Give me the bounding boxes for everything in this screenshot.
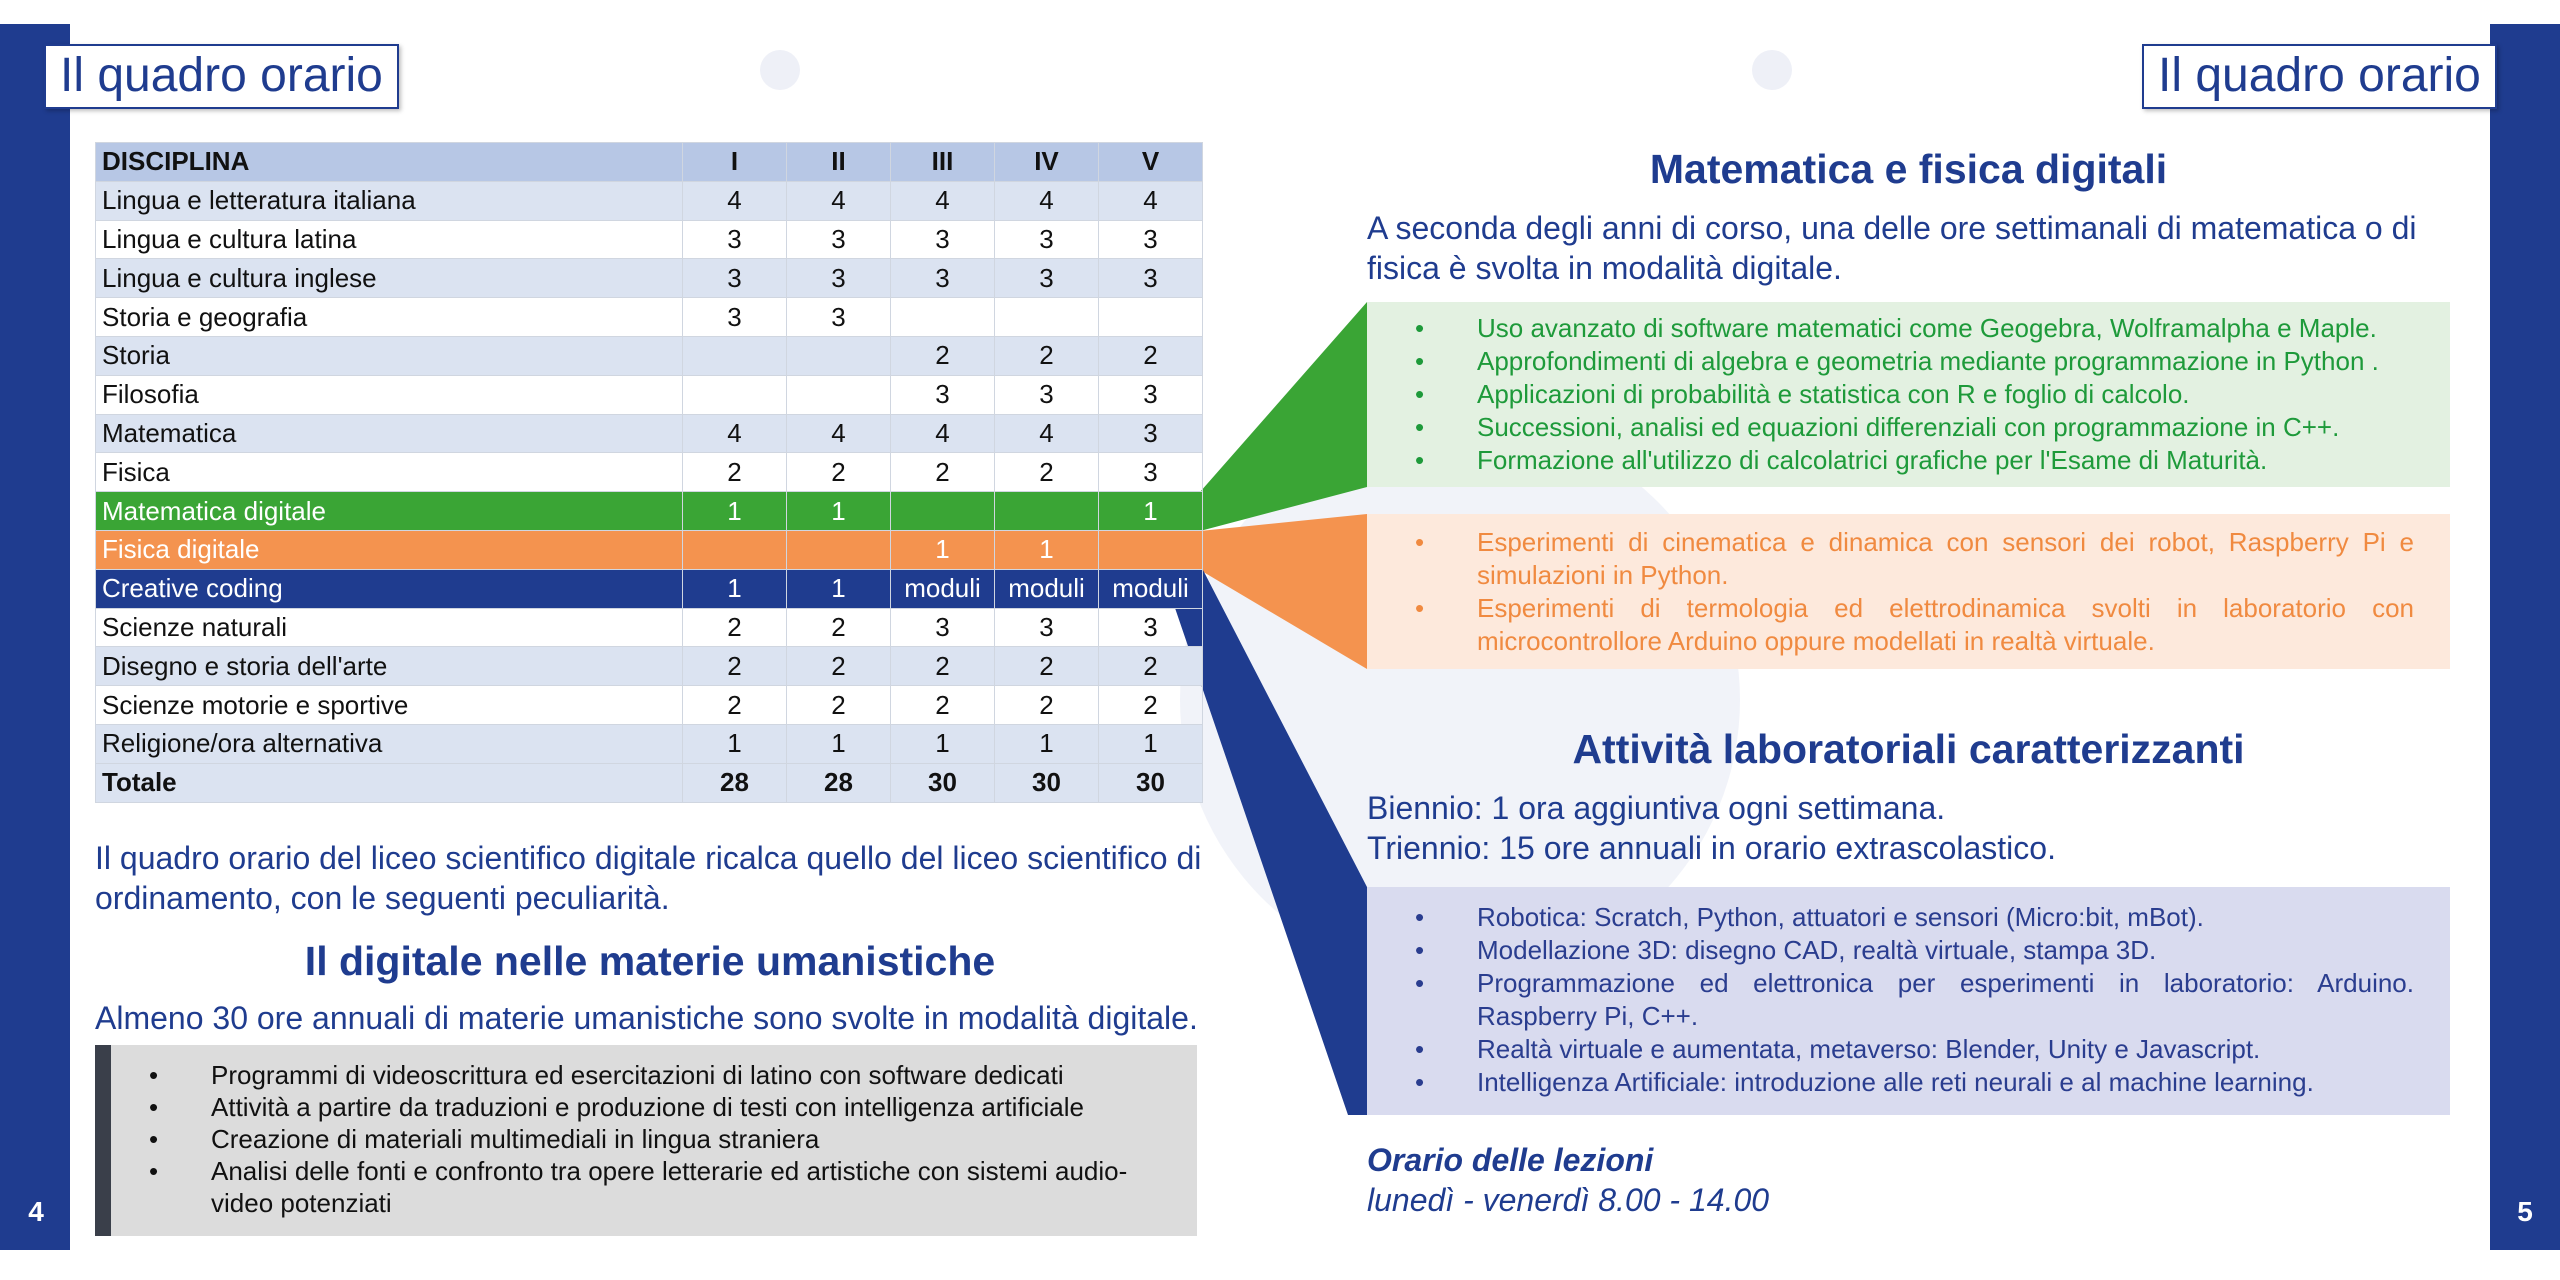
- hours-cell: 2: [683, 453, 787, 492]
- hours-cell: 1: [683, 492, 787, 531]
- subject-cell: Creative coding: [96, 569, 683, 608]
- table-row: [96, 220, 1203, 259]
- subject-cell: Storia e geografia: [96, 298, 683, 337]
- subject-cell: Matematica digitale: [96, 492, 683, 531]
- hours-cell: [683, 336, 787, 375]
- hours-cell: 1: [787, 492, 891, 531]
- hours-cell: 4: [1099, 181, 1203, 220]
- subject-cell: Storia: [96, 336, 683, 375]
- hours-cell: 2: [683, 686, 787, 725]
- list-item: • Esperimenti di cinematica e dinamica con sensori dei robot, Raspberry Pi e simulazioni in Python.: [1407, 526, 2414, 592]
- subject-cell: Filosofia: [96, 375, 683, 414]
- hours-cell: moduli: [1099, 569, 1203, 608]
- table-row: [96, 259, 1203, 298]
- subject-cell: Fisica: [96, 453, 683, 492]
- hours-cell: 3: [1099, 375, 1203, 414]
- hours-cell: 3: [995, 608, 1099, 647]
- hours-cell: 30: [891, 763, 995, 802]
- schedule-title: Orario delle lezioni: [1367, 1142, 1654, 1178]
- hours-cell: 2: [891, 686, 995, 725]
- hours-cell: 2: [1099, 336, 1203, 375]
- hours-cell: 1: [995, 530, 1099, 569]
- table-row: [96, 763, 1203, 802]
- list-item: • Creazione di materiali multimediali in lingua straniera: [141, 1123, 1177, 1155]
- list-item: • Realtà virtuale e aumentata, metaverso: Blender, Unity e Javascript.: [1407, 1033, 2414, 1066]
- humanities-text: Almeno 30 ore annuali di materie umanistiche sono svolte in modalità digitale.: [95, 1000, 1198, 1036]
- list-item: • Successioni, analisi ed equazioni differenziali con programmazione in C++.: [1407, 411, 2414, 444]
- table-row: [96, 530, 1203, 569]
- table-row: [96, 647, 1203, 686]
- list-item: • Esperimenti di termologia ed elettrodinamica svolti in laboratorio con microcontrollore Arduino oppure modellati in realtà virtuale.: [1407, 592, 2414, 658]
- hours-cell: moduli: [891, 569, 995, 608]
- subject-cell: Religione/ora alternativa: [96, 724, 683, 763]
- hours-cell: 2: [787, 647, 891, 686]
- page-number: 4: [28, 1196, 44, 1227]
- hours-cell: 3: [995, 220, 1099, 259]
- hours-cell: 4: [891, 414, 995, 453]
- hours-cell: [787, 375, 891, 414]
- hours-cell: 3: [1099, 414, 1203, 453]
- hours-cell: 3: [787, 259, 891, 298]
- hours-cell: 3: [1099, 453, 1203, 492]
- subject-cell: Lingua e letteratura italiana: [96, 181, 683, 220]
- hours-cell: 4: [995, 414, 1099, 453]
- subject-cell: Scienze motorie e sportive: [96, 686, 683, 725]
- hours-cell: [995, 298, 1099, 337]
- list-item: • Uso avanzato di software matematici come Geogebra, Wolframalpha e Maple.: [1407, 312, 2414, 345]
- hours-cell: 3: [891, 375, 995, 414]
- hours-cell: 3: [995, 259, 1099, 298]
- humanities-heading: Il digitale nelle materie umanistiche: [304, 938, 996, 984]
- table-row: [96, 181, 1203, 220]
- hours-cell: 4: [787, 181, 891, 220]
- hours-cell: [683, 530, 787, 569]
- table-row: [96, 492, 1203, 531]
- subject-cell: Scienze naturali: [96, 608, 683, 647]
- table-row: [96, 569, 1203, 608]
- hours-cell: [1099, 530, 1203, 569]
- green-connector: [1200, 302, 1380, 531]
- hours-cell: [891, 298, 995, 337]
- hours-cell: 4: [787, 414, 891, 453]
- hours-cell: 1: [891, 530, 995, 569]
- hours-cell: 3: [1099, 259, 1203, 298]
- hours-cell: 28: [683, 763, 787, 802]
- lab-biennio: Biennio: 1 ora aggiuntiva ogni settimana.: [1367, 790, 1946, 826]
- hours-cell: 3: [683, 220, 787, 259]
- hours-cell: 2: [1099, 647, 1203, 686]
- list-item: • Programmi di videoscrittura ed esercitazioni di latino con software dedicati: [141, 1059, 1177, 1091]
- hours-cell: 2: [891, 336, 995, 375]
- hours-cell: 3: [683, 259, 787, 298]
- hours-cell: 2: [787, 453, 891, 492]
- timetable: [95, 142, 1203, 803]
- subject-cell: Lingua e cultura inglese: [96, 259, 683, 298]
- list-item: • Formazione all'utilizzo di calcolatrici grafiche per l'Esame di Maturità.: [1407, 444, 2414, 477]
- hours-cell: 3: [1099, 608, 1203, 647]
- list-item: • Intelligenza Artificiale: introduzione alle reti neurali e al machine learning.: [1407, 1066, 2414, 1099]
- hours-cell: 2: [995, 336, 1099, 375]
- list-item: • Attività a partire da traduzioni e produzione di testi con intelligenza artificiale: [141, 1091, 1177, 1123]
- hours-cell: 2: [683, 647, 787, 686]
- table-row: [96, 375, 1203, 414]
- math-heading: Matematica e fisica digitali: [1649, 146, 2168, 192]
- hours-cell: 2: [995, 686, 1099, 725]
- table-row: [96, 608, 1203, 647]
- subject-cell: Fisica digitale: [96, 530, 683, 569]
- lab-box: [1367, 887, 2450, 1115]
- humanities-list: [95, 1045, 1197, 1236]
- hours-cell: 4: [891, 181, 995, 220]
- column-header: V: [1099, 143, 1203, 182]
- math-text: A seconda degli anni di corso, una delle ore settimanali di matematica o di fisica è svolta in modalità digitale.: [1367, 210, 2417, 286]
- column-header: II: [787, 143, 891, 182]
- hours-cell: 3: [891, 608, 995, 647]
- page-title: Il quadro orario: [2142, 44, 2497, 109]
- hours-cell: 1: [1099, 724, 1203, 763]
- hours-cell: 3: [891, 220, 995, 259]
- hours-cell: [787, 530, 891, 569]
- hours-cell: 1: [891, 724, 995, 763]
- hours-cell: 28: [787, 763, 891, 802]
- subject-cell: Matematica: [96, 414, 683, 453]
- column-header: IV: [995, 143, 1099, 182]
- physics-box: [1367, 514, 2450, 669]
- table-row: [96, 414, 1203, 453]
- hours-cell: 4: [995, 181, 1099, 220]
- hours-cell: 1: [787, 724, 891, 763]
- hours-cell: moduli: [995, 569, 1099, 608]
- hours-cell: 2: [787, 686, 891, 725]
- schedule-text: lunedì - venerdì 8.00 - 14.00: [1367, 1182, 1770, 1218]
- hours-cell: 1: [683, 724, 787, 763]
- hours-cell: [787, 336, 891, 375]
- list-item: • Applicazioni di probabilità e statistica con R e foglio di calcolo.: [1407, 378, 2414, 411]
- hours-cell: 1: [1099, 492, 1203, 531]
- hours-cell: 2: [995, 647, 1099, 686]
- hours-cell: 1: [683, 569, 787, 608]
- table-row: [96, 336, 1203, 375]
- hours-cell: 30: [995, 763, 1099, 802]
- hours-cell: 1: [787, 569, 891, 608]
- hours-cell: 2: [683, 608, 787, 647]
- table-row: [96, 453, 1203, 492]
- hours-cell: 30: [1099, 763, 1203, 802]
- lab-heading: Attività laboratoriali caratterizzanti: [1572, 726, 2245, 772]
- page-number: 5: [2517, 1196, 2533, 1227]
- hours-cell: 1: [995, 724, 1099, 763]
- math-box: [1367, 302, 2450, 487]
- list-item: • Approfondimenti di algebra e geometria mediante programmazione in Python .: [1407, 345, 2414, 378]
- column-header: I: [683, 143, 787, 182]
- hours-cell: 2: [891, 453, 995, 492]
- hours-cell: 3: [683, 298, 787, 337]
- hours-cell: [995, 492, 1099, 531]
- column-header: DISCIPLINA: [96, 143, 683, 182]
- table-row: [96, 724, 1203, 763]
- hours-cell: 3: [891, 259, 995, 298]
- hours-cell: 2: [891, 647, 995, 686]
- list-item: • Modellazione 3D: disegno CAD, realtà virtuale, stampa 3D.: [1407, 934, 2414, 967]
- table-header: [96, 143, 1203, 182]
- table-row: [96, 298, 1203, 337]
- page-title: Il quadro orario: [44, 44, 399, 109]
- subject-cell: Disegno e storia dell'arte: [96, 647, 683, 686]
- table-row: [96, 686, 1203, 725]
- column-header: III: [891, 143, 995, 182]
- hours-cell: 3: [1099, 220, 1203, 259]
- lab-triennio: Triennio: 15 ore annuali in orario extrascolastico.: [1367, 830, 2056, 866]
- hours-cell: [891, 492, 995, 531]
- list-item: • Analisi delle fonti e confronto tra opere letterarie ed artistiche con sistemi audio-video potenziati: [141, 1155, 1177, 1219]
- subject-cell: Totale: [96, 763, 683, 802]
- hours-cell: 2: [1099, 686, 1203, 725]
- intro-text: Il quadro orario del liceo scientifico digitale ricalca quello del liceo scientifico di ordinamento, con le seguenti peculiarità.: [95, 840, 1202, 916]
- list-item: • Robotica: Scratch, Python, attuatori e sensori (Micro:bit, mBot).: [1407, 901, 2414, 934]
- hours-cell: [683, 375, 787, 414]
- hours-cell: 3: [787, 220, 891, 259]
- hours-cell: 2: [995, 453, 1099, 492]
- subject-cell: Lingua e cultura latina: [96, 220, 683, 259]
- hours-cell: 4: [683, 181, 787, 220]
- list-item: • Programmazione ed elettronica per esperimenti in laboratorio: Arduino. Raspberry Pi, C++.: [1407, 967, 2414, 1033]
- hours-cell: 2: [787, 608, 891, 647]
- hours-cell: [1099, 298, 1203, 337]
- hours-cell: 3: [787, 298, 891, 337]
- hours-cell: 4: [683, 414, 787, 453]
- hours-cell: 3: [995, 375, 1099, 414]
